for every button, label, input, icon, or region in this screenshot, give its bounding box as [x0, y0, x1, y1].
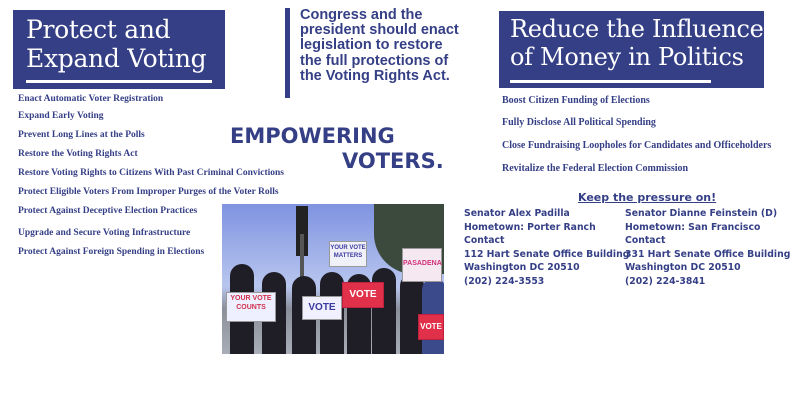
- senator-address-line-1: 331 Hart Senate Office Building: [625, 248, 791, 260]
- list-item: Expand Early Voting: [18, 111, 104, 121]
- banner-title: [510, 15, 764, 71]
- sign-vote: VOTE: [302, 296, 342, 320]
- senator-phone: (202) 224-3841: [625, 275, 706, 287]
- list-item: Boost Citizen Funding of Elections: [502, 95, 650, 106]
- list-item: Protect Against Deceptive Election Practices: [18, 206, 198, 216]
- sign-your-vote-counts: YOUR VOTE COUNTS: [226, 292, 276, 322]
- banner-title-line-1: Reduce the Influence: [510, 15, 764, 43]
- headline-line-1: EMPOWERING: [230, 124, 395, 148]
- senator-name: Senator Dianne Feinstein (D): [625, 208, 778, 219]
- list-item: Fully Disclose All Political Spending: [502, 117, 656, 128]
- sign-pasadena: PASADENA: [402, 248, 442, 282]
- banner-underline: [510, 80, 711, 83]
- sign-your-vote-matters: YOUR VOTE MATTERS: [329, 241, 367, 267]
- banner-title-line-1: Protect and: [26, 15, 171, 44]
- contacts-heading: Keep the pressure on!: [578, 191, 717, 204]
- voters-rally-photo: [222, 204, 444, 354]
- senator-contact-card: [464, 207, 629, 288]
- reduce-money-influence-banner: [499, 11, 764, 88]
- pull-quote-text: Congress and the president should enact legislation to restore the full protections of the Voting Rights Act.: [300, 7, 459, 84]
- list-item: Prevent Long Lines at the Polls: [18, 130, 145, 140]
- list-item: Revitalize the Federal Election Commission: [502, 163, 689, 174]
- senator-address-line-2: Washington DC 20510: [464, 262, 580, 273]
- sign-vote-partial: VOTE: [418, 314, 444, 340]
- headline-line-2: VOTERS.: [342, 149, 444, 173]
- senator-address-line-2: Washington DC 20510: [625, 262, 741, 273]
- pull-quote: [285, 8, 460, 98]
- senator-contact-label: Contact: [464, 235, 505, 246]
- banner-title-line-2: of Money in Politics: [510, 43, 744, 71]
- person: [372, 268, 396, 354]
- list-item: Protect Eligible Voters From Improper Purges of the Voter Rolls: [18, 187, 279, 197]
- senator-contact-card: [625, 207, 790, 288]
- senator-name: Senator Alex Padilla: [464, 208, 570, 219]
- protect-expand-voting-banner: [13, 10, 225, 89]
- senator-contact-label: Contact: [625, 235, 666, 246]
- senator-hometown: Hometown: San Francisco: [625, 221, 761, 233]
- sign-vote-red: VOTE: [342, 282, 384, 308]
- list-item: Upgrade and Secure Voting Infrastructure: [18, 228, 191, 238]
- list-item: Restore the Voting Rights Act: [18, 149, 138, 159]
- list-item: Close Fundraising Loopholes for Candidates and Officeholders: [502, 140, 772, 151]
- banner-title-line-2: Expand Voting: [26, 44, 207, 73]
- senator-phone: (202) 224-3553: [464, 275, 545, 287]
- banner-title: [26, 15, 206, 73]
- list-item: Enact Automatic Voter Registration: [18, 94, 164, 104]
- list-item: Restore Voting Rights to Citizens With Past Criminal Convictions: [18, 168, 285, 178]
- banner-underline: [26, 80, 212, 83]
- senator-address-line-1: 112 Hart Senate Office Building: [464, 248, 630, 260]
- senator-hometown: Hometown: Porter Ranch: [464, 221, 596, 233]
- list-item: Protect Against Foreign Spending in Elections: [18, 247, 205, 257]
